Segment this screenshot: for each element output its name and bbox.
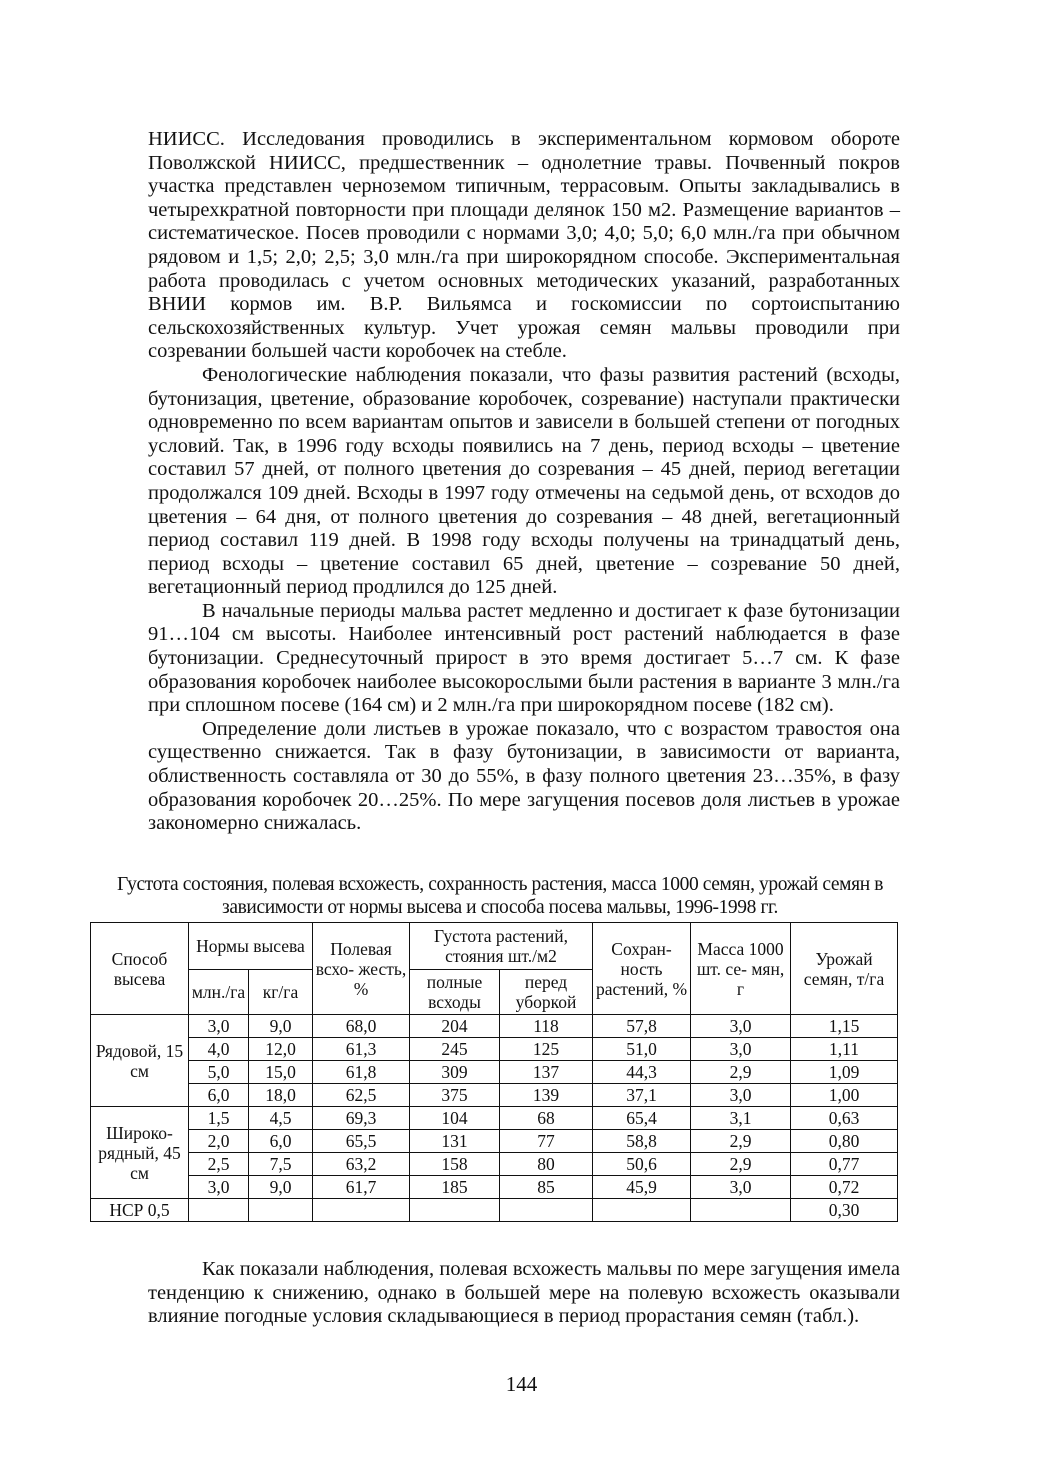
table-cell: 61,8: [313, 1061, 410, 1084]
table-cell: 375: [410, 1084, 500, 1107]
paragraph: НИИСС. Исследования проводились в экспериментальном кормовом обороте Поволжской НИИСС, предшественник – однолетние травы. Почвенный покров участка представлен черноземом типичным, террасовым. Опыты закладывались в четырехкратной повторности при площади делянок 150 м2. Размещение вариантов – систематическое. Посев проводили с нормами 3,0; 4,0; 5,0; 6,0 млн./га при обычном рядовом и 1,5; 2,0; 2,5; 3,0 млн./га при широкорядном способе. Экспериментальная работа проводилась с учетом основных методических указаний, разработанных ВНИИ кормов им. В.Р. Вильямса и госкомиссии по сортоиспытанию сельскохозяйственных культур. Учет урожая семян мальвы проводили при созревании большей части коробочек на стебле.: [148, 128, 900, 363]
table-cell: 0,80: [791, 1130, 898, 1153]
table-row: [91, 1107, 898, 1130]
table-cell: 77: [500, 1130, 593, 1153]
page-number: 144: [505, 1372, 538, 1396]
header-survival: Сохран- ность растений, %: [593, 923, 691, 1015]
data-table: [90, 922, 898, 1222]
table-cell: 0,72: [791, 1176, 898, 1199]
footer-label: НСР 0,5: [91, 1199, 189, 1222]
table-row: [91, 1130, 898, 1153]
table-cell: 65,5: [313, 1130, 410, 1153]
closing-text: [148, 1258, 900, 1329]
table-cell: 61,3: [313, 1038, 410, 1061]
table-cell: 4,5: [249, 1107, 313, 1130]
table-cell: 57,8: [593, 1015, 691, 1038]
table-cell: 69,3: [313, 1107, 410, 1130]
table-footer-row: [91, 1199, 898, 1222]
table-cell: 3,0: [691, 1084, 791, 1107]
header-density-full: полные всходы: [410, 970, 500, 1015]
table-cell: 2,9: [691, 1130, 791, 1153]
table-cell: 3,1: [691, 1107, 791, 1130]
table-cell: 137: [500, 1061, 593, 1084]
table-cell: 50,6: [593, 1153, 691, 1176]
table-cell: 245: [410, 1038, 500, 1061]
footer-yield: 0,30: [791, 1199, 898, 1222]
table-cell: 2,0: [189, 1130, 249, 1153]
table-cell: 15,0: [249, 1061, 313, 1084]
empty-cell: [500, 1199, 593, 1222]
table-cell: 185: [410, 1176, 500, 1199]
empty-cell: [313, 1199, 410, 1222]
table-cell: 9,0: [249, 1015, 313, 1038]
table-cell: 6,0: [189, 1084, 249, 1107]
table-cell: 63,2: [313, 1153, 410, 1176]
table-cell: 131: [410, 1130, 500, 1153]
header-norms: Нормы высева: [189, 923, 313, 970]
closing-paragraph: Как показали наблюдения, полевая всхожесть мальвы по мере загущения имела тенденцию к снижению, однако в большей мере на полевую всхожесть оказывали влияние погодные условия складывающиеся в период прорастания семян (табл.).: [148, 1258, 900, 1328]
table-body: [91, 1015, 898, 1222]
table-cell: 1,09: [791, 1061, 898, 1084]
table-cell: 37,1: [593, 1084, 691, 1107]
table-cell: 62,5: [313, 1084, 410, 1107]
table-cell: 204: [410, 1015, 500, 1038]
table-cell: 118: [500, 1015, 593, 1038]
table-cell: 2,9: [691, 1061, 791, 1084]
table-cell: 1,00: [791, 1084, 898, 1107]
table-cell: 5,0: [189, 1061, 249, 1084]
table-cell: 3,0: [691, 1038, 791, 1061]
table-cell: 3,0: [189, 1015, 249, 1038]
table-cell: 85: [500, 1176, 593, 1199]
header-germination: Полевая всхо- жесть, %: [313, 923, 410, 1015]
table-row: [91, 1084, 898, 1107]
header-norm-kg: кг/га: [249, 970, 313, 1015]
table-cell: 1,11: [791, 1038, 898, 1061]
method-cell: Рядовой, 15 см: [91, 1015, 189, 1107]
method-cell: Широко- рядный, 45 см: [91, 1107, 189, 1199]
header-density-before: перед уборкой: [500, 970, 593, 1015]
header-mass: Масса 1000 шт. се- мян, г: [691, 923, 791, 1015]
table-cell: 0,63: [791, 1107, 898, 1130]
paragraph: Фенологические наблюдения показали, что фазы развития растений (всходы, бутонизация, цветение, образование коробочек, созревание) наступали практически одновременно по всем вариантам опытов и зависели в большей степени от погодных условий. Так, в 1996 году всходы появились на 7 день, период всходы – цветение составил 57 дней, от полного цветения до созревания – 45 дней, период вегетации продолжался 109 дней. Всходы в 1997 году отмечены на седьмой день, от всходов до цветения – 64 дня, от полного цветения до созревания – 48 дней, вегетационный период составил 119 дней. В 1998 году всходы получены на тринадцатый день, период всходы – цветение составил 65 дней, цветение – созревание 50 дней, вегетационный период продлился до 125 дней.: [148, 363, 900, 599]
table-row: [91, 1176, 898, 1199]
table-cell: 139: [500, 1084, 593, 1107]
header-yield: Урожай семян, т/га: [791, 923, 898, 1015]
paragraph: В начальные периоды мальва растет медленно и достигает к фазе бутонизации 91…104 см высоты. Наиболее интенсивный рост растений наблюдается в фазе бутонизации. Среднесуточный прирост в это время достигает 5…7 см. К фазе образования коробочек наиболее высокорослыми были растения в варианте 3 млн./га при сплошном посеве (164 см) и 2 млн./га при широкорядном посеве (182 см).: [148, 599, 900, 717]
table-cell: 51,0: [593, 1038, 691, 1061]
table-cell: 3,0: [189, 1176, 249, 1199]
empty-cell: [410, 1199, 500, 1222]
table-cell: 61,7: [313, 1176, 410, 1199]
table-cell: 7,5: [249, 1153, 313, 1176]
body-text: [148, 128, 900, 836]
table-cell: 68,0: [313, 1015, 410, 1038]
table-row: [91, 1061, 898, 1084]
paragraph: Определение доли листьев в урожае показало, что с возрастом травостоя она существенно снижается. Так в фазу бутонизации, в зависимости от варианта, облиственность составляла от 30 до 55%, в фазу полного цветения 23…35%, в фазу образования коробочек 20…25%. По мере загущения посевов доля листьев в урожае закономерно снижалась.: [148, 717, 900, 835]
table-row: [91, 1015, 898, 1038]
table-cell: 58,8: [593, 1130, 691, 1153]
table-cell: 125: [500, 1038, 593, 1061]
table-cell: 45,9: [593, 1176, 691, 1199]
header-density: Густота растений, стояния шт./м2: [410, 923, 593, 970]
table-cell: 9,0: [249, 1176, 313, 1199]
table-cell: 104: [410, 1107, 500, 1130]
table-cell: 18,0: [249, 1084, 313, 1107]
table-cell: 0,77: [791, 1153, 898, 1176]
empty-cell: [593, 1199, 691, 1222]
table-cell: 158: [410, 1153, 500, 1176]
table-cell: 1,5: [189, 1107, 249, 1130]
table-cell: 2,9: [691, 1153, 791, 1176]
header-norm-mln: млн./га: [189, 970, 249, 1015]
table-caption: Густота состояния, полевая всхожесть, сохранность растения, масса 1000 семян, урожай семян в зависимости от нормы высева и способа посева мальвы, 1996-1998 гг.: [116, 874, 884, 918]
table-cell: 3,0: [691, 1015, 791, 1038]
table-cell: 6,0: [249, 1130, 313, 1153]
table-row: [91, 1038, 898, 1061]
table-cell: 309: [410, 1061, 500, 1084]
empty-cell: [691, 1199, 791, 1222]
table-cell: 68: [500, 1107, 593, 1130]
empty-cell: [189, 1199, 249, 1222]
table-cell: 3,0: [691, 1176, 791, 1199]
table-cell: 12,0: [249, 1038, 313, 1061]
table-cell: 2,5: [189, 1153, 249, 1176]
table-cell: 4,0: [189, 1038, 249, 1061]
empty-cell: [249, 1199, 313, 1222]
table-cell: 80: [500, 1153, 593, 1176]
table-cell: 65,4: [593, 1107, 691, 1130]
table-cell: 44,3: [593, 1061, 691, 1084]
table-cell: 1,15: [791, 1015, 898, 1038]
header-method: Способ высева: [91, 923, 189, 1015]
table-row: [91, 1153, 898, 1176]
